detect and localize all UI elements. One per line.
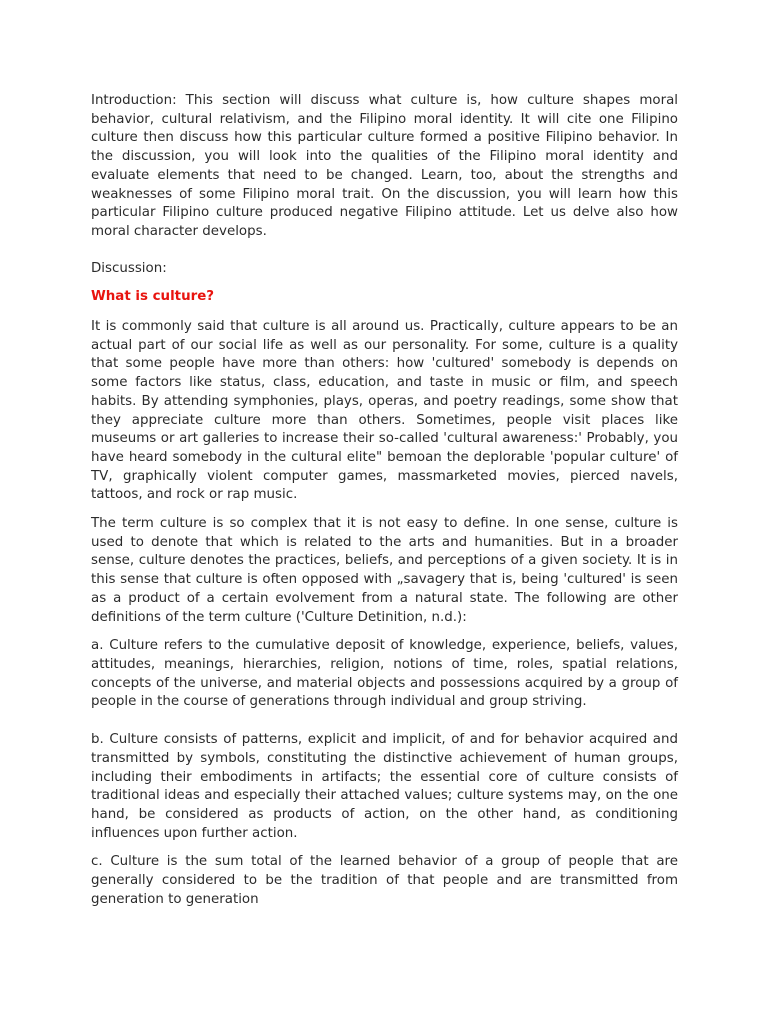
introduction-paragraph: Introduction: This section will discuss what culture is, how culture shapes moral behavior, cultural relativism, and the Filipino moral identity. It will cite one Filipino culture then discuss how this particular culture formed a positive Filipino behavior. In the discussion, you will look into the qualities of the Filipino moral identity and evaluate elements that need to be changed. Learn, too, about the strengths and weaknesses of some Filipino moral trait. On the discussion, you will learn how this particular Filipino culture produced negative Filipino attitude. Let us delve also how moral character develops. [91,93,678,239]
definition-a: a. Culture refers to the cumulative deposit of knowledge, experience, beliefs, values, attitudes, meanings, hierarchies, religion, notions of time, roles, spatial relations, concepts of the universe, and material objects and possessions acquired by a group of people in the course of generations through individual and group striving. [91,638,678,710]
section-heading: What is culture? [91,289,215,305]
body-paragraph-2: The term culture is so complex that it is not easy to define. In one sense, culture is used to denote that which is related to the arts and humanities. But in a broader sense, culture denotes the practices, beliefs, and perceptions of a given society. It is in this sense that culture is often opposed with „savagery that is, being 'cultured' is seen as a product of a certain evolvement from a natural state. The following are other definitions of the term culture ('Culture Detinition, n.d.): [91,516,678,625]
body-paragraph-1: It is commonly said that culture is all around us. Practically, culture appears to be an actual part of our social life as well as our personality. For some, culture is a quality that some people have more than others: how 'cultured' somebody is depends on some factors like status, class, education, and taste in music or film, and speech habits. By attending symphonies, plays, operas, and poetry readings, some show that they appreciate culture more than others. Sometimes, people visit places like museums or art galleries to increase their so-called 'cultural awareness:' Probably, you have heard somebody in the cultural elite" bemoan the deplorable 'popular culture' of TV, graphically violent computer games, massmarketed movies, pierced navels, tattoos, and rock or rap music. [91,319,678,503]
definition-b: b. Culture consists of patterns, explicit and implicit, of and for behavior acquired and transmitted by symbols, constituting the distinctive achievement of human groups, including their embodiments in artifacts; the essential core of culture consists of traditional ideas and especially their attached values; culture systems may, on the one hand, be considered as products of action, on the other hand, as conditioning influences upon further action. [91,732,678,841]
definition-c: c. Culture is the sum total of the learned behavior of a group of people that are generally considered to be the tradition of that people and are transmitted from generation to generation [91,854,678,907]
document-page [91,92,678,909]
discussion-label: Discussion: [91,260,167,276]
